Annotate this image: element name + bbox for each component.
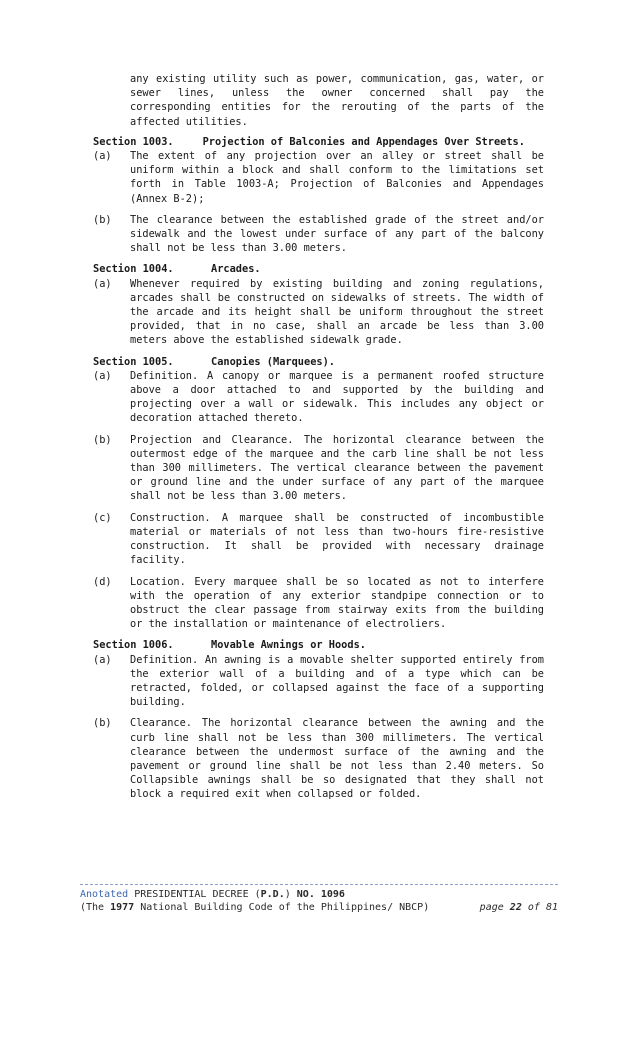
section-1005-item-d: [93, 575, 544, 632]
footer-decree-b: ): [284, 889, 297, 900]
footer-divider: [80, 884, 558, 885]
section-1006-heading: [93, 638, 544, 652]
section-1005-title: Canopies (Marquees).: [211, 355, 335, 368]
item-label: (c): [93, 511, 112, 524]
section-1005-item-b: [93, 433, 544, 504]
section-1005-item-c: [93, 511, 544, 568]
section-1006-item-b: [93, 716, 544, 801]
footer-page-number: page 22 of 81: [479, 902, 558, 913]
footer-line-2: [80, 901, 558, 915]
footer-code-title: (The 1977 National Building Code of the Philippines/ NBCP): [80, 902, 430, 913]
item-text: Definition. A canopy or marquee is a permanent roofed structure above a door attached to and supported by the building and projecting over a wall or sidewalk. This includes any object or decoration attached thereto.: [130, 369, 544, 425]
intro-paragraph: any existing utility such as power, communication, gas, water, or sewer lines, unless the owner concerned shall pay the corresponding entities for the rerouting of the parts of the affected utilities.: [130, 73, 544, 128]
footer-year: 1977: [110, 902, 135, 913]
item-label: (b): [93, 717, 112, 730]
item-text: Projection and Clearance. The horizontal clearance between the outermost edge of the marquee and the carb line shall be not less than 300 millimeters. The vertical clearance between the pavement or ground line and the under surface of any part of the marquee shall not be less than 3.00 meters.: [130, 433, 544, 503]
section-1006-title: Movable Awnings or Hoods.: [211, 639, 366, 652]
section-1003-item-a: [93, 149, 544, 206]
section-1004-item-a: [93, 277, 544, 348]
section-1004-number: Section 1004.: [93, 263, 174, 276]
section-1006-number: Section 1006.: [93, 639, 174, 652]
footer-decree-a: PRESIDENTIAL DECREE (: [134, 889, 261, 900]
item-label: (a): [93, 369, 112, 382]
section-1003-item-b: [93, 213, 544, 256]
item-label: (a): [93, 150, 112, 163]
section-1004-title: Arcades.: [211, 263, 261, 276]
footer-anotated: Anotated: [80, 889, 129, 900]
item-label: (d): [93, 575, 112, 588]
item-label: (a): [93, 653, 112, 666]
section-1004-heading: [93, 262, 544, 276]
item-label: (b): [93, 213, 112, 226]
section-1005-item-a: [93, 369, 544, 426]
footer-pd: P.D.: [260, 889, 285, 900]
item-text: Clearance. The horizontal clearance between the awning and the curb line shall not be less than 300 millimeters. The vertical clearance between the undermost surface of the awning and the pavement or ground line shall be not less than 2.40 meters. So Collapsible awnings shall be so designated that they shall not block a required exit when collapsed or folded.: [130, 717, 544, 801]
section-1003-title: Projection of Balconies and Appendages Over Streets.: [202, 135, 525, 148]
item-text: The extent of any projection over an alley or street shall be uniform within a block and shall conform to the limitations set forth in Table 1003-A; Projection of Balconies and Appendages (Annex B-2);: [130, 150, 544, 205]
footer-decree-number: NO. 1096: [296, 889, 345, 900]
section-1005-heading: [93, 355, 544, 369]
document-page: [93, 72, 544, 809]
section-1003-number: Section 1003.: [93, 135, 174, 148]
item-text: Definition. An awning is a movable shelter supported entirely from the exterior wall of a building and of a type which can be retracted, folded, or collapsed against the face of a supporting building.: [130, 653, 544, 709]
item-text: The clearance between the established grade of the street and/or sidewalk and the lowest under surface of any part of the balcony shall not be less than 3.00 meters.: [130, 213, 544, 255]
section-1006-item-a: [93, 653, 544, 710]
section-1005-number: Section 1005.: [93, 355, 174, 368]
item-text: Location. Every marquee shall be so located as not to interfere with the operation of any exterior standpipe connection or to obstruct the clear passage from stairway exits from the building or the installation or maintenance of electroliers.: [130, 575, 544, 631]
page-footer: [80, 884, 558, 915]
item-text: Construction. A marquee shall be constructed of incombustible material or materials of not less than two-hours fire-resistive construction. It shall be provided with necessary drainage facility.: [130, 511, 544, 567]
footer-line-1: [80, 888, 558, 901]
section-1003-heading: [93, 135, 544, 149]
item-text: Whenever required by existing building and zoning regulations, arcades shall be constructed on sidewalks of streets. The width of the arcade and its height shall be uniform throughout the street provided, that in no case, shall an arcade be less than 3.00 meters above the established sidewalk grade.: [130, 277, 544, 347]
item-label: (a): [93, 277, 112, 290]
item-label: (b): [93, 433, 112, 446]
